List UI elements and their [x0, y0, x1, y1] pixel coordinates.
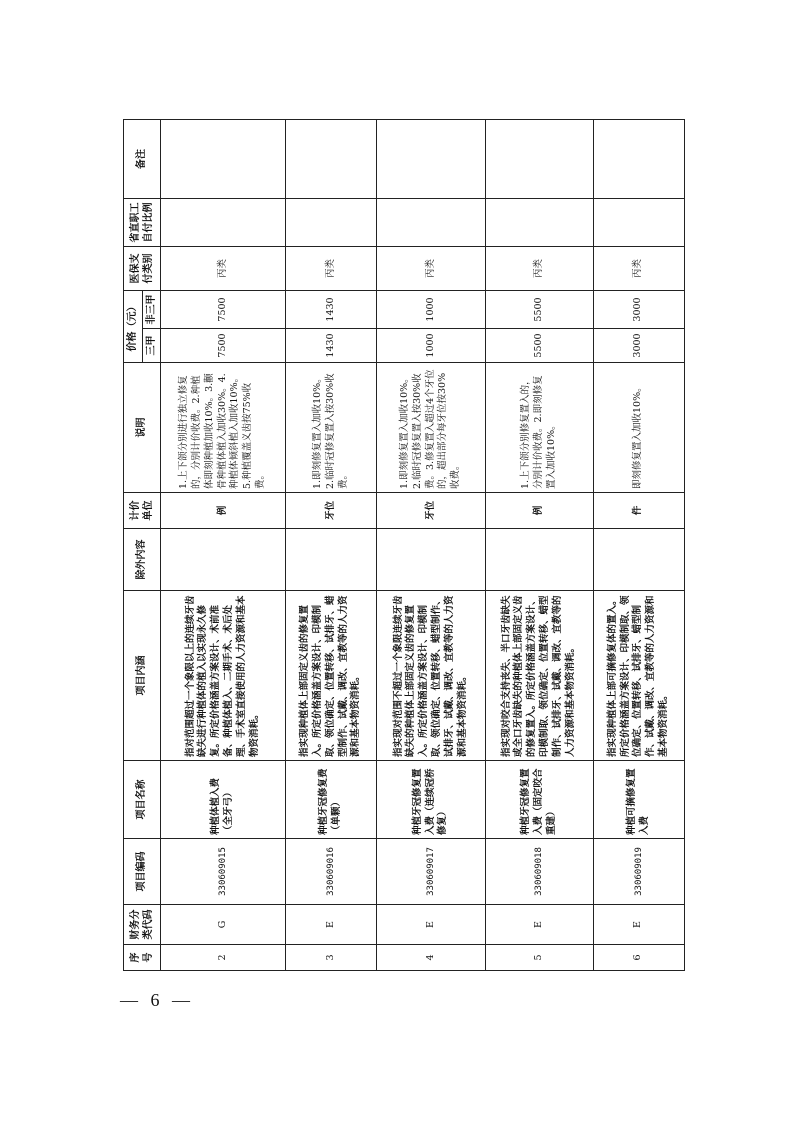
- table-row: [286, 120, 377, 971]
- cell-excluded: [161, 529, 286, 591]
- cell-price-b: 3000: [593, 291, 684, 329]
- header-row: [124, 120, 143, 971]
- cell-insurance: 丙类: [161, 247, 286, 291]
- cell-ratio: [377, 199, 485, 247]
- cell-price-a: 5500: [485, 329, 593, 363]
- header-ratio: 省直职工自付比例: [124, 199, 161, 247]
- header-insurance: 医保支付类别: [124, 247, 161, 291]
- cell-remark: [593, 120, 684, 199]
- cell-unit: 牙位: [377, 493, 485, 529]
- cell-insurance: 丙类: [377, 247, 485, 291]
- cell-insurance: 丙类: [485, 247, 593, 291]
- header-desc: 说明: [124, 363, 161, 493]
- cell-unit: 例: [485, 493, 593, 529]
- cell-desc: 1.上下颌分别修复置入的，分别计价收费。2.即刻修复置入加收10%。: [485, 363, 593, 493]
- cell-fin-code: E: [377, 905, 485, 945]
- header-unit: 计价单位: [124, 493, 161, 529]
- cell-content: 指实现对咬合支持丧失、半口牙齿缺失或全口牙齿缺失的种植体上部固定义齿的修复置入。所定价格涵盖方案设计、印模制取、领位确定、位置转移、蜡型制作、试排牙、试戴、调改、宜教等的人力资源和基本物资消耗。: [485, 591, 593, 761]
- cell-desc: 1.即刻修复置入加收10%。2.临时冠修复置入按30%收费。: [286, 363, 377, 493]
- cell-price-b: 1000: [377, 291, 485, 329]
- cell-excluded: [485, 529, 593, 591]
- header-item-code: 项目编码: [124, 839, 161, 905]
- table-row: [161, 120, 286, 971]
- rotated-table-wrapper: [123, 120, 685, 971]
- header-seq: 序号: [124, 945, 161, 971]
- cell-item-name: 种植可摘修复置入费: [593, 761, 684, 839]
- cell-price-a: 3000: [593, 329, 684, 363]
- cell-fin-code: G: [161, 905, 286, 945]
- cell-seq: 5: [485, 945, 593, 971]
- cell-fin-code: E: [286, 905, 377, 945]
- table-body: [161, 120, 685, 971]
- cell-price-b: 7500: [161, 291, 286, 329]
- cell-excluded: [286, 529, 377, 591]
- cell-unit: 件: [593, 493, 684, 529]
- cell-desc: 1.即刻修复置入加收10%。2.临时冠修复置入按30%收费。3.修复置入超过4个牙位的，超出部分每牙位按30%收费。: [377, 363, 485, 493]
- cell-remark: [161, 120, 286, 199]
- cell-desc: 即刻修复置入加收10%。: [593, 363, 684, 493]
- header-content: 项目内涵: [124, 591, 161, 761]
- cell-remark: [286, 120, 377, 199]
- cell-desc: 1.上下颌分别进行独立修复的，分别计价收费。2.种植体即刻种植加收10%。3.颧骨种植体植入加收30%。4.种植体倾斜植入加收10%。5.种植覆盖义齿按75%收费。: [161, 363, 286, 493]
- cell-price-b: 1430: [286, 291, 377, 329]
- cell-price-a: 7500: [161, 329, 286, 363]
- cell-seq: 6: [593, 945, 684, 971]
- cell-item-name: 种植牙冠修复费（单颗）: [286, 761, 377, 839]
- cell-excluded: [593, 529, 684, 591]
- cell-ratio: [593, 199, 684, 247]
- header-fin-code: 财务分类代码: [124, 905, 161, 945]
- cell-excluded: [377, 529, 485, 591]
- cell-ratio: [286, 199, 377, 247]
- cell-seq: 2: [161, 945, 286, 971]
- cell-item-code: 330609017: [377, 839, 485, 905]
- cell-remark: [485, 120, 593, 199]
- cell-content: 指实现对范围不超过一个象限连续牙齿缺失的种植体上部固定义齿的修复置入。所定价格涵盖方案设计、印模制取、领位确定、位置转移、蜡型制作、试排牙、试戴、调改、宜教等的人力资源和基本物资消耗。: [377, 591, 485, 761]
- cell-unit: 例: [161, 493, 286, 529]
- header-excluded: 除外内容: [124, 529, 161, 591]
- cell-seq: 3: [286, 945, 377, 971]
- cell-content: 指实现种植体上部固定义齿的修复置入。所定价格涵盖方案设计、印模制取、领位确定、位置转移、试排牙、蜡型制作、试戴、调改、宜教等的人力资源和基本物资消耗。: [286, 591, 377, 761]
- table-row: [485, 120, 593, 971]
- cell-remark: [377, 120, 485, 199]
- cell-item-name: 种植牙冠修复置入费（连续冠桥修复）: [377, 761, 485, 839]
- cell-content: 指对范围超过一个象限以上的连续牙齿缺失进行种植体的植入以实现永久修复。所定价格涵盖方案设计、术前准备、种植体植入、二期手术、术后处理、手术室直接使用的人力资源和基本物资消耗。: [161, 591, 286, 761]
- cell-item-code: 330609018: [485, 839, 593, 905]
- header-remark: 备注: [124, 120, 161, 199]
- cell-item-code: 330609016: [286, 839, 377, 905]
- header-price-a: 三甲: [142, 329, 161, 363]
- cell-insurance: 丙类: [286, 247, 377, 291]
- header-price: 价格（元）: [124, 291, 143, 363]
- cell-insurance: 丙类: [593, 247, 684, 291]
- cell-item-name: 种植牙冠修复置入费（固定咬合重建）: [485, 761, 593, 839]
- cell-unit: 牙位: [286, 493, 377, 529]
- cell-fin-code: E: [593, 905, 684, 945]
- cell-ratio: [485, 199, 593, 247]
- price-table: [123, 119, 685, 971]
- cell-ratio: [161, 199, 286, 247]
- cell-price-a: 1430: [286, 329, 377, 363]
- cell-price-a: 1000: [377, 329, 485, 363]
- table-row: [593, 120, 684, 971]
- table-row: [377, 120, 485, 971]
- cell-content: 指实现种植体上部可摘修复体的置入。所定价格涵盖方案设计、印模制取、领位确定、位置转移、试排牙、蜡型制作、试戴、调改、宜教等的人力资源和基本物资消耗。: [593, 591, 684, 761]
- cell-seq: 4: [377, 945, 485, 971]
- page-number: — 6 —: [120, 990, 194, 1010]
- cell-item-code: 330609015: [161, 839, 286, 905]
- cell-item-code: 330609019: [593, 839, 684, 905]
- cell-fin-code: E: [485, 905, 593, 945]
- cell-item-name: 种植体植入费（全牙弓）: [161, 761, 286, 839]
- cell-price-b: 5500: [485, 291, 593, 329]
- header-price-b: 非三甲: [142, 291, 161, 329]
- header-item-name: 项目名称: [124, 761, 161, 839]
